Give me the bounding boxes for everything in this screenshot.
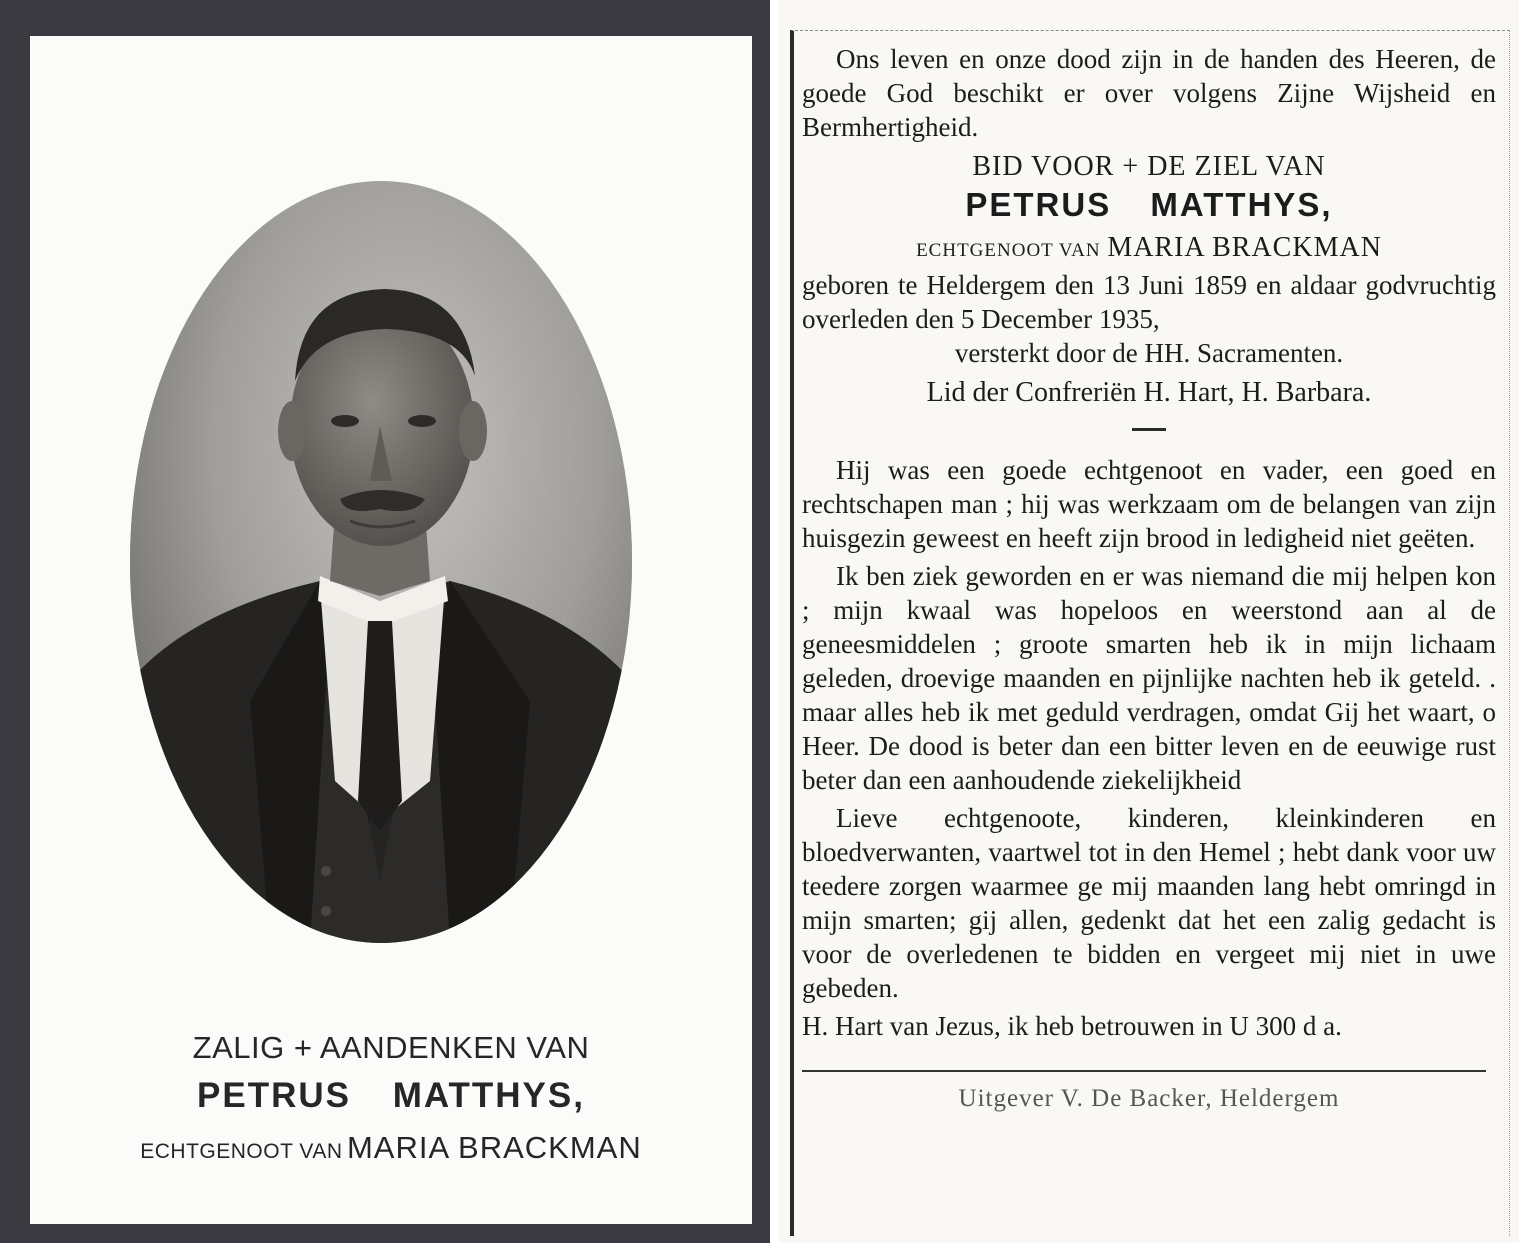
front-deceased-name: PETRUS MATTHYS, [197, 1076, 585, 1115]
back-spouse-line [802, 230, 1496, 268]
portrait-illustration [130, 181, 632, 943]
front-spouse-name: MARIA BRACKMAN [346, 1130, 642, 1165]
back-deceased-name: PETRUS MATTHYS, [965, 186, 1333, 223]
front-card [30, 36, 752, 1224]
pray-for-heading: BID VOOR + DE ZIEL VAN [972, 151, 1326, 182]
front-caption [30, 1026, 752, 1166]
footer-rule [802, 1070, 1486, 1072]
back-card [778, 0, 1519, 1243]
front-spouse-line [30, 1130, 752, 1166]
sacraments-line: versterkt door de HH. Sacramenten. [954, 338, 1344, 368]
indulgence-prayer: H. Hart van Jezus, ik heb betrouwen in U 300 d a. [802, 1011, 1342, 1041]
paragraph-illness: Ik ben ziek geworden en er was niemand die mij helpen kon ; mijn kwaal was hopeloos en weerstond aan al de geneesmiddelen ; groote smarten heb ik in mijn lichaam geleden, droevige maanden en pijnlijke nachten heb ik geteld. . maar alles heb ik met geduld verdragen, omdat Gij het waart, o Heer. De dood is beter dan een bitter leven en de eeuwige rust beter dan een aanhoudende ziekelijkheid [802, 561, 1496, 795]
birth-death-details: geboren te Heldergem den 13 Juni 1859 en aldaar godvruchtig overleden den 5 December 1935, [802, 270, 1496, 334]
back-spouse-prefix: ECHTGENOOT VAN [916, 240, 1101, 261]
front-remembrance-line: ZALIG + AANDENKEN VAN [192, 1030, 590, 1065]
printer-line: Uitgever V. De Backer, Heldergem [958, 1085, 1340, 1112]
paragraph-farewell: Lieve echtgenoote, kinderen, kleinkinderen en bloedverwanten, vaartwel tot in den Hemel ; hebt dank voor uw teedere zorgen waarmee ge mij maanden lang hebt omringd in mijn smarten; gij allen, gedenkt dat het een zalig gedacht is voor de overledenen te bidden en vergeet mij niet in uwe gebeden. [802, 803, 1496, 1003]
paragraph-character: Hij was een goede echtgenoot en vader, een goed en rechtschapen man ; hij was werkzaam om de belangen van zijn huisgezin geweest en heeft zijn brood in ledigheid niet geëten. [802, 455, 1496, 553]
back-spouse-name: MARIA BRACKMAN [1107, 232, 1382, 263]
intro-paragraph: Ons leven en onze dood zijn in de handen des Heeren, de goede God beschikt er over volgens Zijne Wijsheid en Bermhertigheid. [802, 44, 1496, 142]
section-divider [1132, 428, 1166, 431]
front-spouse-prefix: ECHTGENOOT VAN [140, 1140, 343, 1163]
portrait-photo [130, 181, 632, 943]
confraternity-line: Lid der Confreriën H. Hart, H. Barbara. [926, 377, 1372, 408]
back-text-block [802, 42, 1496, 1141]
